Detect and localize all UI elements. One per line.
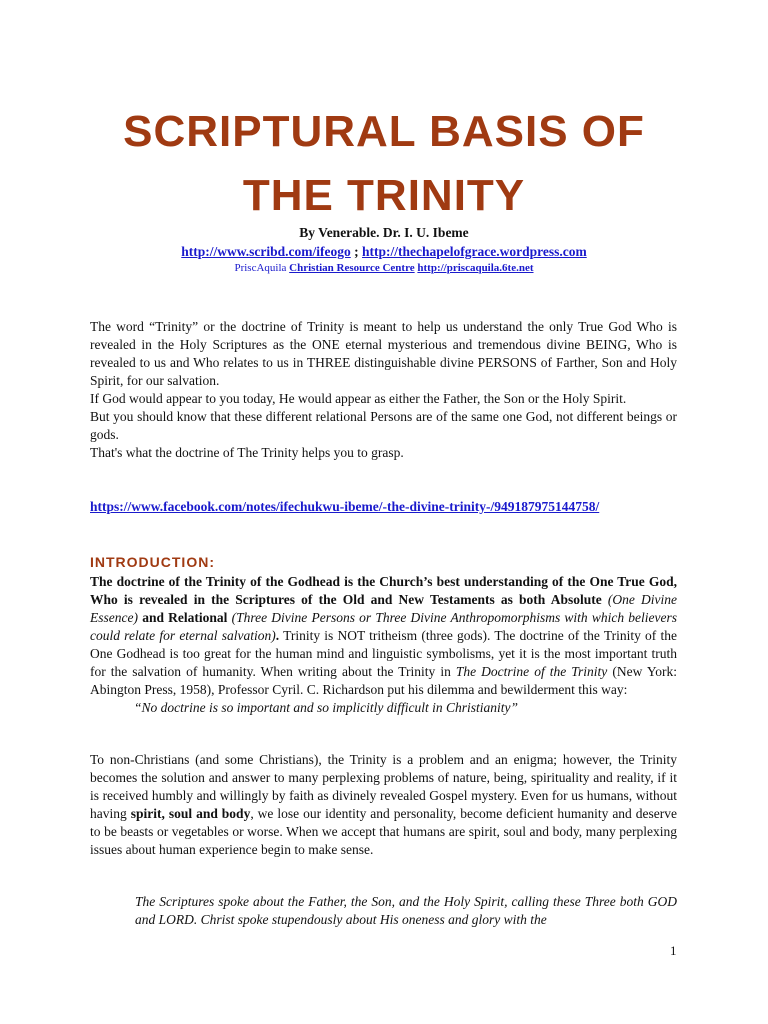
spirit-soul-body: spirit, soul and body bbox=[130, 806, 251, 821]
doctrine-body-2: (New York: Abington Press, 1958), Professor Cyril. C. Richardson put his dilemma and bewilderment this way: bbox=[90, 664, 678, 697]
website-links bbox=[0, 244, 768, 260]
and-relational: and Relational bbox=[142, 610, 228, 625]
absolute-note: (One Divine Essence) bbox=[90, 592, 677, 625]
facebook-link-text[interactable]: https://www.facebook.com/notes/ifechukwu-ibeme/-the-divine-trinity-/949187975144758/ bbox=[90, 499, 600, 514]
link-separator: ; bbox=[354, 244, 359, 259]
richardson-quote: “No doctrine is so important and so implicitly difficult in Christianity” bbox=[134, 700, 519, 715]
relational-note: (Three Divine Persons or Three Divine Anthropomorphisms with which believers could relate for eternal salvation) bbox=[90, 610, 678, 643]
priscaquila-link[interactable]: http://priscaquila.6te.net bbox=[417, 262, 534, 274]
non-christian-paragraph bbox=[90, 751, 677, 859]
intro-section bbox=[90, 318, 677, 462]
introduction-body bbox=[90, 573, 677, 717]
resource-centre-link[interactable]: Christian Resource Centre bbox=[289, 262, 415, 274]
prisc-prefix: PriscAquila bbox=[234, 262, 287, 274]
facebook-link[interactable] bbox=[90, 499, 599, 515]
page-number: 1 bbox=[670, 943, 677, 958]
intro-paragraph: The word “Trinity” or the doctrine of Trinity is meant to help us understand the only True God Who is revealed in the Holy Scriptures as the ONE eternal mysterious and tremendous divine BEING, Who is revealed to us and Who relates to us in THREE distinguishable divine PERSONS of Farther, Son and Holy Spirit, for our salvation. bbox=[90, 319, 677, 388]
scripture-excerpt: The Scriptures spoke about the Father, the Son, and the Holy Spirit, calling these Three both GOD and LORD. Christ spoke stupendously about His oneness and glory with the bbox=[135, 894, 677, 927]
scribd-link[interactable]: http://www.scribd.com/ifeogo bbox=[181, 244, 351, 259]
title-line-1: SCRIPTURAL BASIS OF bbox=[123, 107, 645, 156]
wordpress-link[interactable]: http://thechapelofgrace.wordpress.com bbox=[362, 244, 587, 259]
lead-period: . bbox=[275, 628, 280, 643]
intro-paragraph: But you should know that these different relational Persons are of the same one God, not different beings or gods. bbox=[90, 409, 677, 442]
resource-centre-line bbox=[0, 262, 768, 274]
doctrine-lead: The doctrine of the Trinity of the Godhead is the Church’s best understanding of the One True God, Who is revealed in the Scriptures of the Old and New Testaments as both Absolute bbox=[90, 574, 677, 607]
intro-paragraph: If God would appear to you today, He would appear as either the Father, the Son or the Holy Spirit. bbox=[90, 391, 627, 406]
non-christian-part-2: , we lose our identity and personality, become deficient humanity and deserve to be beasts or vegetables or worse. When we accept that humans are spirit, soul and body, many perplexing issues about human experience begin to make sense. bbox=[90, 806, 678, 857]
author-byline: By Venerable. Dr. I. U. Ibeme bbox=[299, 225, 469, 240]
introduction-heading: INTRODUCTION: bbox=[90, 554, 215, 570]
doctrine-body-1: Trinity is NOT tritheism (three gods). The doctrine of the Trinity of the One Godhead is too great for the human mind and linguistic symbolisms, yet it is the most important truth for the salvation of humanity. When writing about the Trinity in bbox=[90, 628, 677, 679]
page-title bbox=[0, 100, 768, 228]
book-title: The Doctrine of the Trinity bbox=[455, 664, 608, 679]
non-christian-part-1: To non-Christians (and some Christians), the Trinity is a problem and an enigma; however, the Trinity becomes the solution and answer to many perplexing problems of nature, being, spirituality and reality, if it is received humbly and willingly by faith as divinely revealed Gospel mystery. Even for us humans, without having bbox=[90, 752, 677, 821]
intro-paragraph: That's what the doctrine of The Trinity helps you to grasp. bbox=[90, 445, 404, 460]
title-line-2: THE TRINITY bbox=[242, 171, 526, 220]
